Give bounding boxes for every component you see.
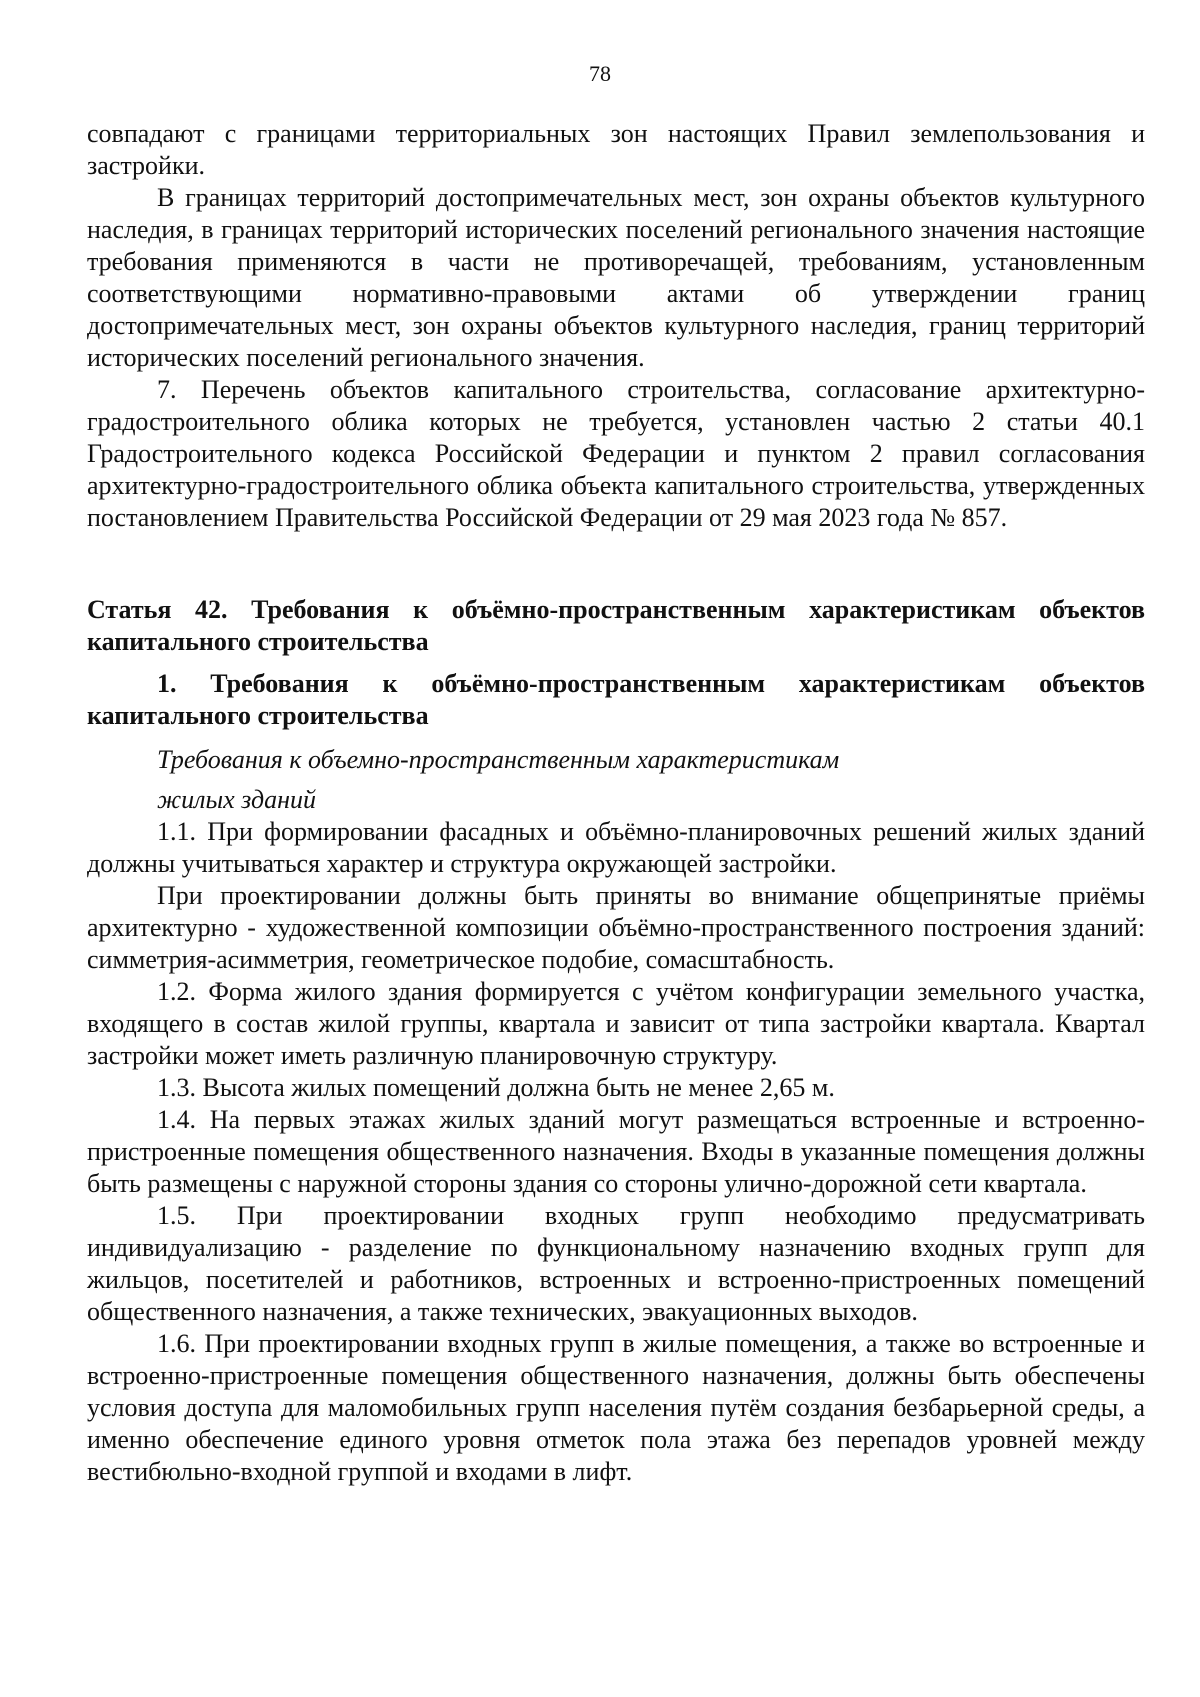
document-body <box>87 118 1145 1488</box>
paragraph-continuation: совпадают с границами территориальных зон настоящих Правил землепользования и застройки. <box>87 119 1145 180</box>
subheading-line-2: жилых зданий <box>157 785 317 814</box>
item-1-6: 1.6. При проектировании входных групп в жилые помещения, а также во встроенные и встроенно-пристроенные помещения общественного назначения, должны быть обеспечены условия доступа для маломобильных групп населения путём создания безбарьерной среды, а именно обеспечение единого уровня отметок пола этажа без перепадов уровней между вестибюльно-входной группой и входами в лифт. <box>87 1329 1145 1486</box>
item-1-3: 1.3. Высота жилых помещений должна быть не менее 2,65 м. <box>157 1073 835 1102</box>
page-number: 78 <box>589 61 611 86</box>
paragraph-item-7: 7. Перечень объектов капитального строительства, согласование архитектурно-градостроительного облика которых не требуется, установлен частью 2 статьи 40.1 Градостроительного кодекса Российской Федерации и пунктом 2 правил согласования архитектурно-градостроительного облика объекта капитального строительства, утвержденных постановлением Правительства Российской Федерации от 29 мая 2023 года № 857. <box>87 375 1145 532</box>
item-1-1: 1.1. При формировании фасадных и объёмно-планировочных решений жилых зданий должны учитываться характер и структура окружающей застройки. <box>87 817 1145 878</box>
item-1-2: 1.2. Форма жилого здания формируется с учётом конфигурации земельного участка, входящего в состав жилой группы, квартала и зависит от типа застройки квартала. Квартал застройки может иметь различную планировочную структуру. <box>87 977 1145 1070</box>
subheading-line-1: Требования к объемно-пространственным характеристикам <box>157 745 840 774</box>
item-1-4: 1.4. На первых этажах жилых зданий могут размещаться встроенные и встроенно-пристроенные помещения общественного назначения. Входы в указанные помещения должны быть размещены с наружной стороны здания со стороны улично-дорожной сети квартала. <box>87 1105 1145 1198</box>
section-heading: 1. Требования к объёмно-пространственным характеристикам объектов капитального строительства <box>87 669 1145 730</box>
article-heading: Статья 42. Требования к объёмно-пространственным характеристикам объектов капитального строительства <box>87 595 1145 656</box>
paragraph-heritage-boundaries: В границах территорий достопримечательных мест, зон охраны объектов культурного наследия, в границах территорий исторических поселений регионального значения настоящие требования применяются в части не противоречащей, требованиям, установленным соответствующими нормативно-правовыми актами об утверждении границ достопримечательных мест, зон охраны объектов культурного наследия, границ территорий исторических поселений регионального значения. <box>87 183 1145 372</box>
item-1-5: 1.5. При проектировании входных групп необходимо предусматривать индивидуализацию - разделение по функциональному назначению входных групп для жильцов, посетителей и работников, встроенных и встроенно-пристроенных помещений общественного назначения, а также технических, эвакуационных выходов. <box>87 1201 1145 1326</box>
item-1-1-continued: При проектировании должны быть приняты во внимание общепринятые приёмы архитектурно - художественной композиции объёмно-пространственного построения зданий: симметрия-асимметрия, геометрическое подобие, сомасштабность. <box>87 881 1145 974</box>
